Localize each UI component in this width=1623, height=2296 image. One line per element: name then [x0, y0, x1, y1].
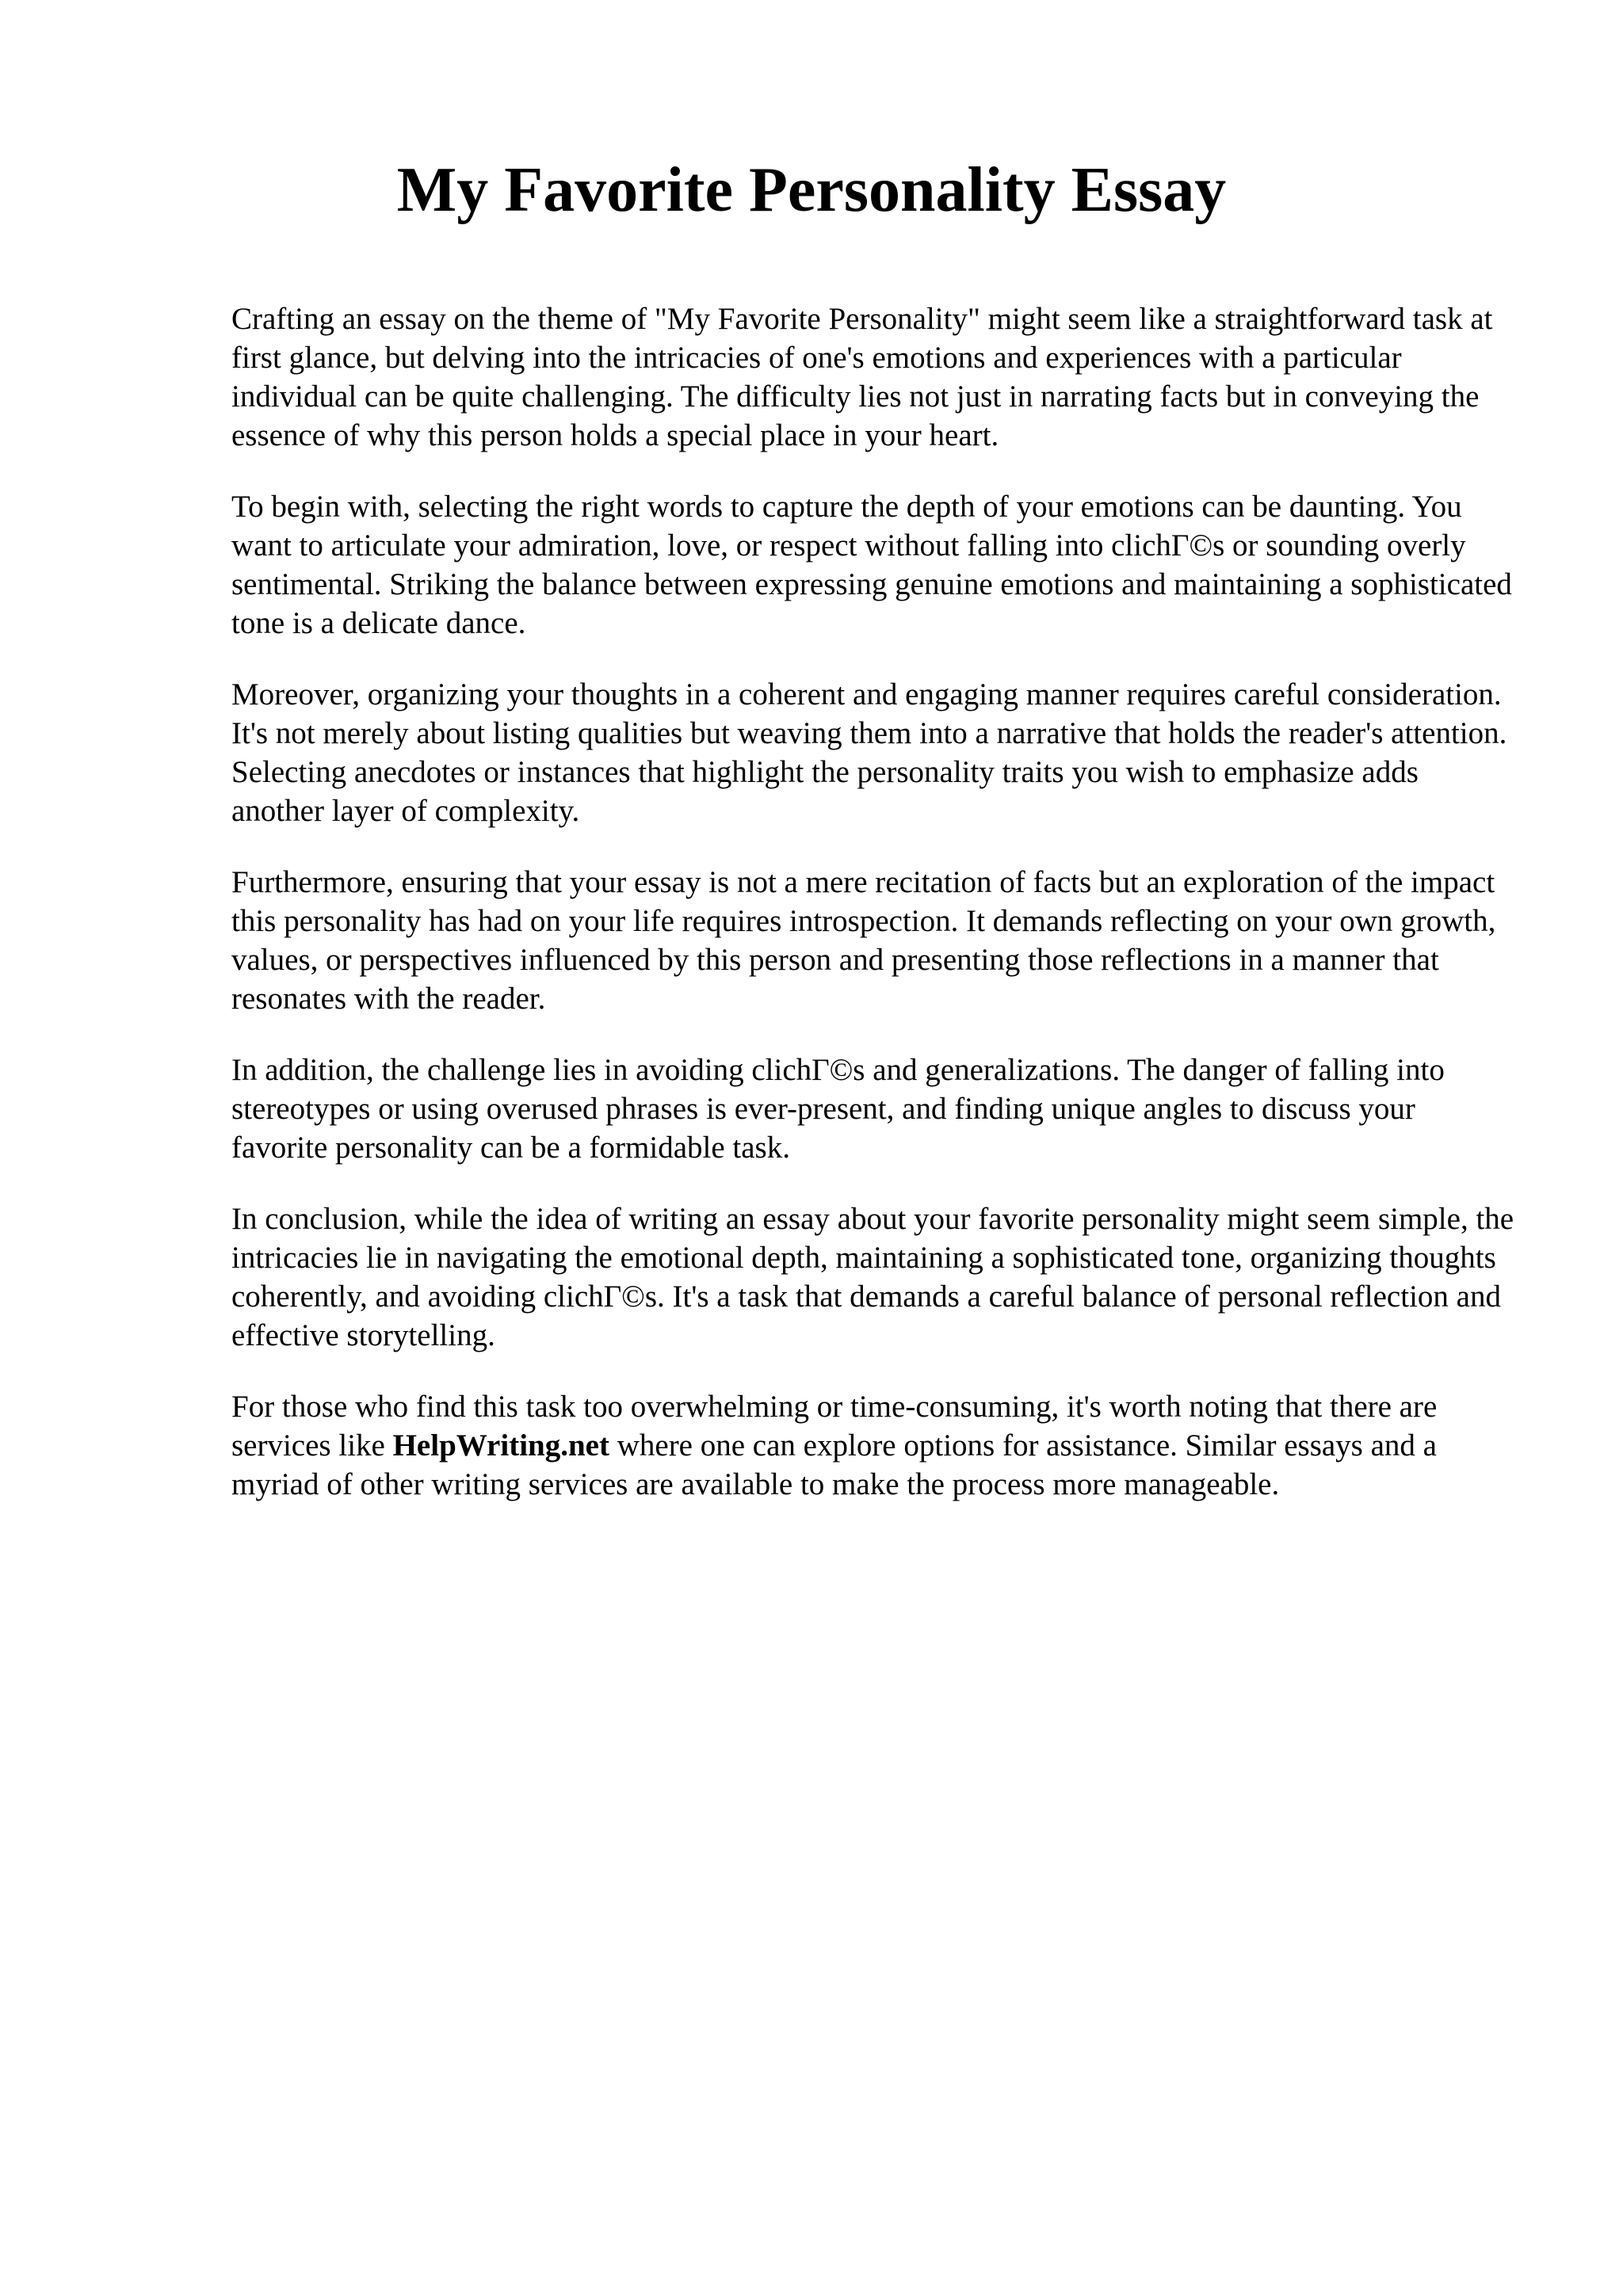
paragraph-7-lead: For those who find this task too overwhelming or time-consuming, it's worth noting that there are services like — [231, 1390, 1438, 1463]
paragraph-5: In addition, the challenge lies in avoiding clichΓ©s and generalizations. The danger of falling into stereotypes or using overused phrases is ever-present, and finding unique angles to discuss your favorite personality can be a formidable task. — [231, 1053, 1445, 1165]
paragraph-4: Furthermore, ensuring that your essay is not a mere recitation of facts but an exploration of the impact this personality has had on your life requires introspection. It demands reflecting on your own growth, values, or perspectives influenced by this person and presenting those reflections in a manner that resonates with the reader. — [231, 865, 1496, 1016]
essay-title: My Favorite Personality Essay — [396, 155, 1227, 225]
paragraph-7-tail: where one can explore options for assistance. Similar essays and a myriad of other writing services are available to make the process more manageable. — [231, 1428, 1437, 1501]
essay-body — [231, 299, 1515, 1536]
paragraph-2: To begin with, selecting the right words to capture the depth of your emotions can be daunting. You want to articulate your admiration, love, or respect without falling into clichΓ©s or sounding overly sentimental. Striking the balance between expressing genuine emotions and maintaining a sophisticated tone is a delicate dance. — [231, 490, 1512, 640]
paragraph-7 — [231, 1387, 1515, 1504]
paragraph-1: Crafting an essay on the theme of "My Favorite Personality" might seem like a straightforward task at first glance, but delving into the intricacies of one's emotions and experiences with a particular individual can be quite challenging. The difficulty lies not just in narrating facts but in conveying the essence of why this person holds a special place in your heart. — [231, 302, 1493, 452]
paragraph-6: In conclusion, while the idea of writing an essay about your favorite personality might seem simple, the intricacies lie in navigating the emotional depth, maintaining a sophisticated tone, organizing thoughts coherently, and avoiding clichΓ©s. It's a task that demands a careful balance of personal reflection and effective storytelling. — [231, 1202, 1514, 1352]
brand-name: HelpWriting.net — [392, 1428, 609, 1463]
paragraph-3: Moreover, organizing your thoughts in a coherent and engaging manner requires careful consideration. It's not merely about listing qualities but weaving them into a narrative that holds the reader's attention. Selecting anecdotes or instances that highlight the personality traits you wish to emphasize adds another layer of complexity. — [231, 677, 1507, 828]
